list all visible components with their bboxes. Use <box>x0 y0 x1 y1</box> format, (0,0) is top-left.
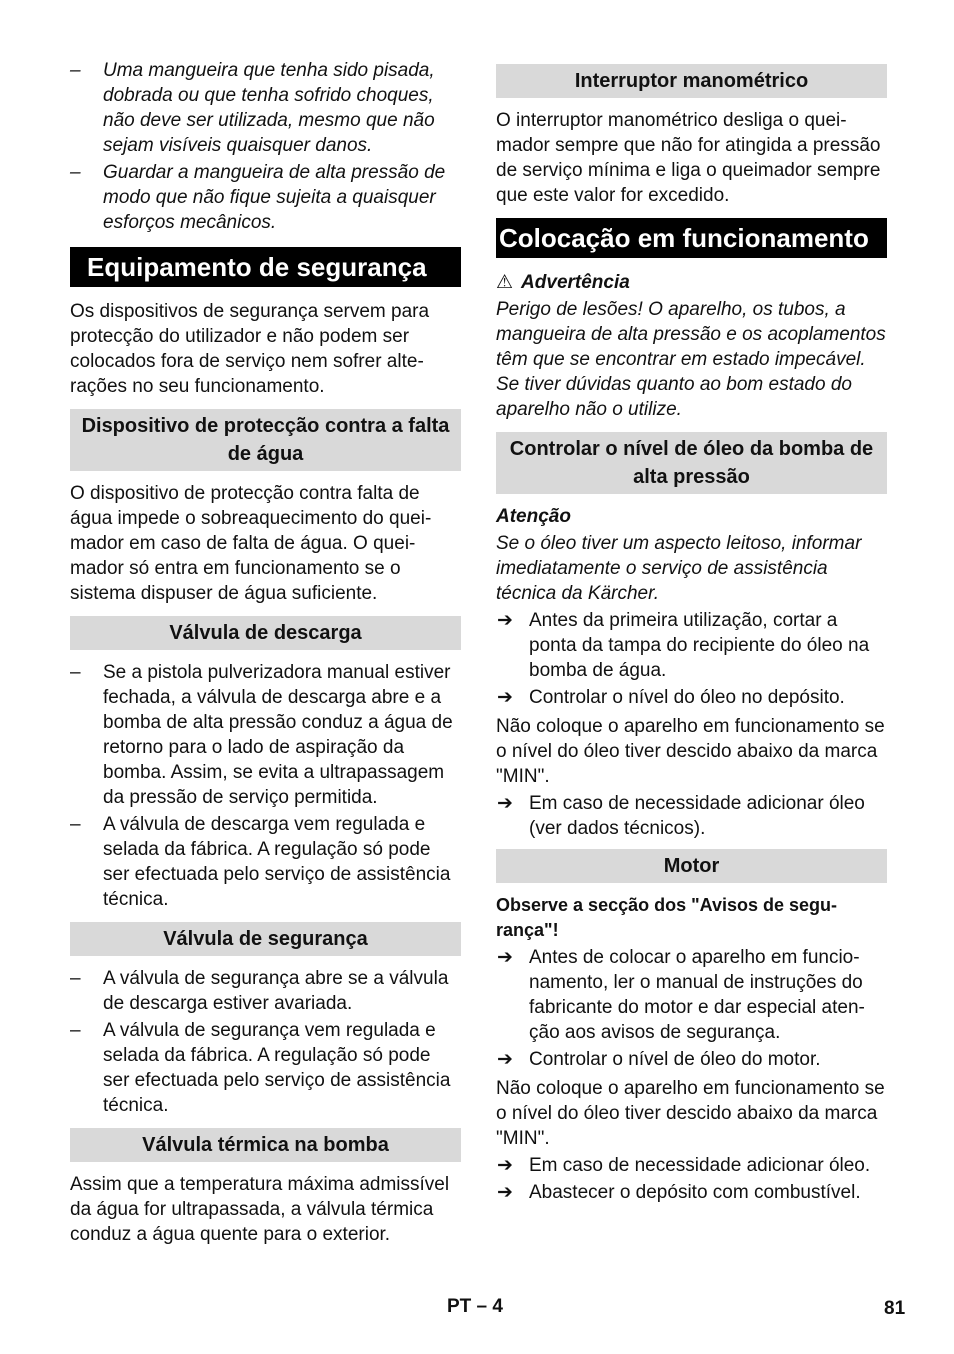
thermal-valve-paragraph: Assim que a temperatura máxima admissível da água for ultrapassada, a válvula térmica conduz a água quente para o exterior. <box>70 1174 450 1245</box>
arrow-right-icon: ➔ <box>497 793 513 814</box>
right-column <box>496 58 887 1209</box>
arrow-right-icon: ➔ <box>497 1049 513 1070</box>
motor-steps-list <box>496 945 887 1072</box>
section-title-safety-equipment: Equipamento de segurança <box>70 247 461 287</box>
motor-notice: Observe a secção dos "Avisos de segurança"! <box>496 895 838 940</box>
subsection-title-thermal-valve: Válvula térmica na bomba <box>70 1128 461 1162</box>
page-number: 81 <box>884 1298 906 1319</box>
arrow-right-icon: ➔ <box>497 1182 513 1203</box>
subsection-title-safety-valve: Válvula de segurança <box>70 922 461 956</box>
warning-paragraph: Perigo de lesões! O aparelho, os tubos, a mangueira de alta pressão e os acoplamentos têm que se encontrar em estado impecável. Se tiver dúvidas quanto ao bom estado do aparelho não o utilize. <box>496 299 886 420</box>
hose-warnings-list <box>70 58 461 235</box>
subsection-title-pump-oil: Controlar o nível de óleo da bomba de alta pressão <box>496 432 887 494</box>
oil-steps-2-list <box>496 791 887 841</box>
oil-note-paragraph: Não coloque o aparelho em funcionamento se o nível do óleo tiver descido abaixo da marca "MIN". <box>496 716 885 787</box>
safety-paragraph: Os dispositivos de segurança servem para protecção do utilizador e não podem ser colocados fora de serviço nem sofrer alterações no seu funcionamento. <box>70 301 430 397</box>
arrow-right-icon: ➔ <box>497 1155 513 1176</box>
oil-steps-list <box>496 608 887 710</box>
attention-heading: Atenção <box>496 506 571 527</box>
list-item: – A válvula de descarga vem regulada e selada da fábrica. A regulação só pode ser efectuada pelo serviço de assistência técnica. <box>70 814 451 910</box>
list-item: – Se a pistola pulverizadora manual estiver fechada, a válvula de descarga abre e a bomba de alta pressão conduz a água de retorno para o lado de aspiração da bomba. Assim, se evita a ultrapassagem da pressão de serviço permitida. <box>70 662 453 808</box>
list-item: ➔ Antes da primeira utilização, cortar a ponta da tampa do recipiente do óleo na bomba de água. <box>497 610 870 681</box>
motor-steps-2-list <box>496 1153 887 1205</box>
arrow-right-icon: ➔ <box>497 947 513 968</box>
discharge-valve-list <box>70 660 461 912</box>
subsection-title-pressure-switch: Interruptor manométrico <box>496 64 887 98</box>
arrow-right-icon: ➔ <box>497 610 513 631</box>
list-item: ➔ Em caso de necessidade adicionar óleo (ver dados técnicos). <box>497 793 865 839</box>
warning-heading: ⚠ Advertência <box>496 272 630 293</box>
list-item: – A válvula de segurança vem regulada e selada da fábrica. A regulação só pode ser efectuada pelo serviço de assistência técnica. <box>70 1020 451 1116</box>
subsection-title-water-protection: Dispositivo de protecção contra a falta de água <box>70 409 461 471</box>
list-item: – Uma mangueira que tenha sido pisada, dobrada ou que tenha sofrido choques, não deve ser utilizada, mesmo que não sejam visíveis quaisquer danos. <box>70 60 435 156</box>
attention-paragraph: Se o óleo tiver um aspecto leitoso, informar imediatamente o serviço de assistência técnica da Kärcher. <box>496 533 862 604</box>
footer-language-page: PT – 4 <box>447 1296 503 1317</box>
list-item: ➔ Em caso de necessidade adicionar óleo. <box>497 1155 871 1176</box>
list-item: ➔ Abastecer o depósito com combustível. <box>497 1182 861 1203</box>
pressure-switch-paragraph: O interruptor manométrico desliga o queimador sempre que não for atingida a pressão de serviço mínima e liga o queimador sempre que este valor for excedido. <box>496 110 881 206</box>
section-title-startup: Colocação em funcionamento <box>496 218 887 258</box>
list-item: ➔ Antes de colocar o aparelho em funcionamento, ler o manual de instruções do fabricante do motor e dar especial atenção aos avisos de segurança. <box>497 947 865 1043</box>
list-item: ➔ Controlar o nível de óleo do motor. <box>497 1049 821 1070</box>
arrow-right-icon: ➔ <box>497 687 513 708</box>
list-item: – A válvula de segurança abre se a válvula de descarga estiver avariada. <box>70 968 449 1014</box>
list-item: ➔ Controlar o nível do óleo no depósito. <box>497 687 845 708</box>
warning-triangle-icon: ⚠ <box>496 272 514 293</box>
subsection-title-motor: Motor <box>496 849 887 883</box>
subsection-title-discharge-valve: Válvula de descarga <box>70 616 461 650</box>
left-column <box>70 58 461 1257</box>
list-item: – Guardar a mangueira de alta pressão de modo que não fique sujeita a quaisquer esforços mecânicos. <box>70 162 446 233</box>
safety-valve-list <box>70 966 461 1118</box>
motor-note-paragraph: Não coloque o aparelho em funcionamento se o nível do óleo tiver descido abaixo da marca "MIN". <box>496 1078 885 1149</box>
water-protection-paragraph: O dispositivo de protecção contra falta de água impede o sobreaquecimento do queimador em caso de falta de água. O queimador só entra em funcionamento se o sistema dispuser de água suficiente. <box>70 483 432 604</box>
